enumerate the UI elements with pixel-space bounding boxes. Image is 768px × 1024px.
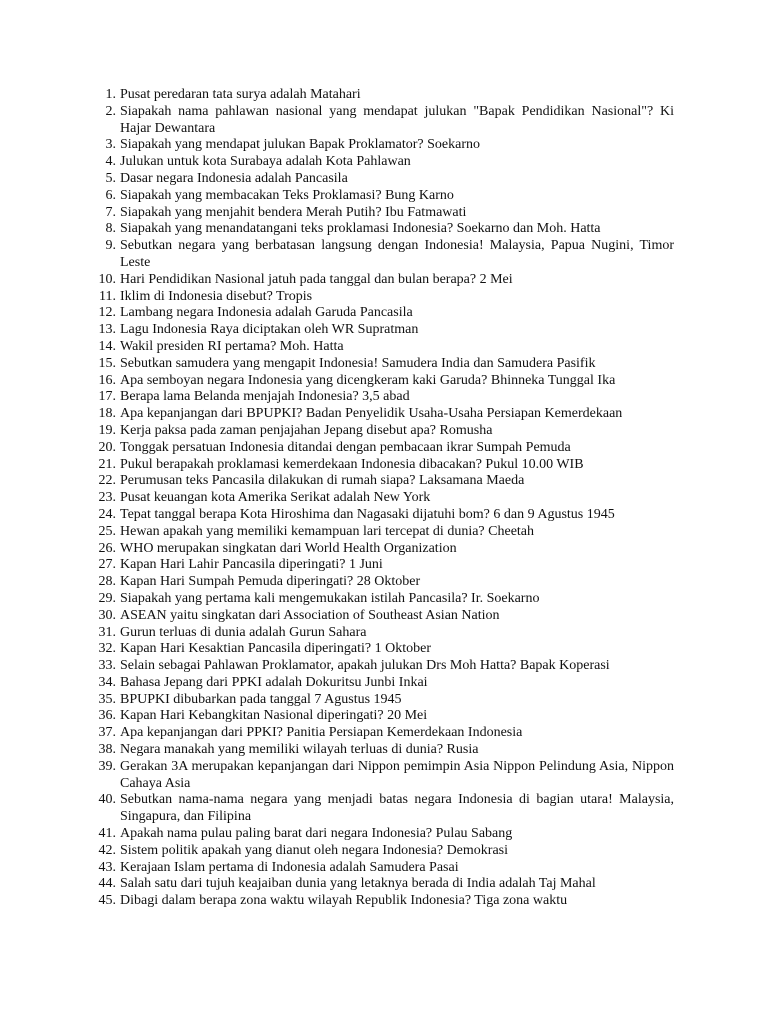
list-item	[84, 154, 674, 171]
list-item-number: 18.	[98, 406, 116, 422]
list-item-number: 43.	[98, 859, 116, 875]
list-item	[84, 87, 674, 104]
list-item-text: Dibagi dalam berapa zona waktu wilayah Republik Indonesia? Tiga zona waktu	[120, 893, 568, 909]
list-item-text: Sebutkan nama-nama negara yang menjadi batas negara Indonesia di bagian utara! Malaysia, Singapura, dan Filipina	[120, 792, 674, 825]
list-item-number: 33.	[98, 658, 116, 674]
list-item-number: 38.	[98, 742, 116, 758]
list-item-number: 15.	[98, 355, 116, 371]
list-item-number: 45.	[98, 893, 116, 909]
list-item-number: 4.	[105, 154, 116, 170]
list-item	[84, 238, 674, 272]
list-item	[84, 389, 674, 406]
list-item-text: Pusat keuangan kota Amerika Serikat adalah New York	[120, 490, 431, 506]
list-item-number: 5.	[105, 170, 116, 186]
list-item	[84, 742, 674, 759]
list-item-number: 44.	[98, 876, 116, 892]
list-item-number: 24.	[98, 506, 116, 522]
list-item-number: 39.	[98, 758, 116, 774]
list-item-text: Kapan Hari Kebangkitan Nasional diperingati? 20 Mei	[120, 708, 428, 724]
list-item-text: Siapakah nama pahlawan nasional yang mendapat julukan "Bapak Pendidikan Nasional"? Ki Hajar Dewantara	[120, 103, 674, 136]
list-item	[84, 759, 674, 793]
list-item-text: Dasar negara Indonesia adalah Pancasila	[120, 170, 348, 186]
list-item-text: Sistem politik apakah yang dianut oleh negara Indonesia? Demokrasi	[120, 842, 509, 858]
list-item-text: Negara manakah yang memiliki wilayah terluas di dunia? Rusia	[120, 742, 479, 758]
list-item-number: 8.	[105, 221, 116, 237]
list-item-text: Iklim di Indonesia disebut? Tropis	[120, 288, 313, 304]
list-item-number: 31.	[98, 624, 116, 640]
list-item-text: Lambang negara Indonesia adalah Garuda Pancasila	[120, 305, 413, 321]
list-item-number: 41.	[98, 826, 116, 842]
list-item	[84, 221, 674, 238]
list-item	[84, 272, 674, 289]
list-item-number: 3.	[105, 137, 116, 153]
list-item-number: 32.	[98, 641, 116, 657]
list-item-text: Kapan Hari Kesaktian Pancasila diperingati? 1 Oktober	[120, 641, 432, 657]
list-item-text: Sebutkan samudera yang mengapit Indonesia! Samudera India dan Samudera Pasifik	[120, 355, 596, 371]
list-item-text: Hari Pendidikan Nasional jatuh pada tanggal dan bulan berapa? 2 Mei	[120, 271, 513, 287]
list-item	[84, 104, 674, 138]
list-item-text: Kerja paksa pada zaman penjajahan Jepang disebut apa? Romusha	[120, 422, 493, 438]
list-item	[84, 524, 674, 541]
list-item-number: 10.	[98, 271, 116, 287]
list-item-number: 17.	[98, 389, 116, 405]
list-item	[84, 708, 674, 725]
list-item-text: Tonggak persatuan Indonesia ditandai dengan pembacaan ikrar Sumpah Pemuda	[120, 439, 571, 455]
list-item-number: 19.	[98, 422, 116, 438]
list-item	[84, 574, 674, 591]
list-item-number: 30.	[98, 607, 116, 623]
list-item	[84, 541, 674, 558]
list-item-text: Apakah nama pulau paling barat dari negara Indonesia? Pulau Sabang	[120, 826, 513, 842]
list-item	[84, 406, 674, 423]
list-item-number: 35.	[98, 691, 116, 707]
list-item-number: 22.	[98, 473, 116, 489]
list-item	[84, 137, 674, 154]
list-item-text: Sebutkan negara yang berbatasan langsung dengan Indonesia! Malaysia, Papua Nugini, Timor Leste	[120, 238, 674, 270]
list-item-text: Lagu Indonesia Raya diciptakan oleh WR Supratman	[120, 322, 419, 338]
list-item-text: Siapakah yang membacakan Teks Proklamasi? Bung Karno	[120, 187, 454, 203]
list-item-text: Gurun terluas di dunia adalah Gurun Sahara	[120, 624, 367, 640]
list-item-text: WHO merupakan singkatan dari World Health Organization	[120, 540, 457, 556]
list-item	[84, 490, 674, 507]
list-item	[84, 641, 674, 658]
list-item-text: Kerajaan Islam pertama di Indonesia adalah Samudera Pasai	[120, 859, 459, 875]
list-item-number: 34.	[98, 674, 116, 690]
list-item-text: Tepat tanggal berapa Kota Hiroshima dan Nagasaki dijatuhi bom? 6 dan 9 Agustus 1945	[120, 506, 615, 522]
list-item-text: Perumusan teks Pancasila dilakukan di rumah siapa? Laksamana Maeda	[120, 473, 525, 489]
list-item	[84, 305, 674, 322]
list-item-number: 6.	[105, 187, 116, 203]
list-item	[84, 423, 674, 440]
question-answer-list	[84, 87, 674, 910]
list-item	[84, 339, 674, 356]
list-item	[84, 507, 674, 524]
list-item	[84, 876, 674, 893]
list-item	[84, 289, 674, 306]
list-item	[84, 658, 674, 675]
list-item-number: 16.	[98, 372, 116, 388]
list-item	[84, 171, 674, 188]
list-item-number: 1.	[105, 87, 116, 102]
list-item	[84, 843, 674, 860]
list-item-number: 27.	[98, 557, 116, 573]
list-item-text: Berapa lama Belanda menjajah Indonesia? 3,5 abad	[120, 389, 410, 405]
list-item-number: 2.	[105, 103, 116, 119]
list-item	[84, 893, 674, 910]
list-item-text: Hewan apakah yang memiliki kemampuan lari tercepat di dunia? Cheetah	[120, 523, 535, 539]
list-item-text: Siapakah yang menjahit bendera Merah Putih? Ibu Fatmawati	[120, 204, 467, 220]
list-item	[84, 205, 674, 222]
list-item	[84, 826, 674, 843]
list-item-number: 12.	[98, 305, 116, 321]
list-item	[84, 608, 674, 625]
list-item	[84, 322, 674, 339]
list-item	[84, 473, 674, 490]
list-item-text: Pusat peredaran tata surya adalah Matahari	[120, 87, 361, 102]
list-item-number: 28.	[98, 574, 116, 590]
list-item	[84, 725, 674, 742]
list-item-number: 37.	[98, 725, 116, 741]
list-item	[84, 373, 674, 390]
list-item-text: Bahasa Jepang dari PPKI adalah Dokuritsu Junbi Inkai	[120, 674, 428, 690]
list-item-text: Apa kepanjangan dari PPKI? Panitia Persiapan Kemerdekaan Indonesia	[120, 725, 523, 741]
list-item-number: 7.	[105, 204, 116, 220]
list-item	[84, 356, 674, 373]
list-item-text: Salah satu dari tujuh keajaiban dunia yang letaknya berada di India adalah Taj Mahal	[120, 876, 596, 892]
list-item	[84, 692, 674, 709]
list-item	[84, 860, 674, 877]
list-item	[84, 792, 674, 826]
list-item-number: 9.	[105, 238, 116, 254]
list-item-number: 14.	[98, 338, 116, 354]
list-item-number: 21.	[98, 456, 116, 472]
list-item-number: 20.	[98, 439, 116, 455]
list-item	[84, 591, 674, 608]
list-item	[84, 557, 674, 574]
list-item-number: 42.	[98, 842, 116, 858]
list-item-number: 40.	[98, 792, 116, 808]
list-item-text: Siapakah yang mendapat julukan Bapak Proklamator? Soekarno	[120, 137, 481, 153]
list-item	[84, 457, 674, 474]
list-item-text: Siapakah yang menandatangani teks proklamasi Indonesia? Soekarno dan Moh. Hatta	[120, 221, 601, 237]
list-item-text: Wakil presiden RI pertama? Moh. Hatta	[120, 338, 344, 354]
list-item-text: ASEAN yaitu singkatan dari Association of Southeast Asian Nation	[120, 607, 500, 623]
list-item	[84, 675, 674, 692]
list-item-number: 36.	[98, 708, 116, 724]
list-item-text: Kapan Hari Sumpah Pemuda diperingati? 28 Oktober	[120, 574, 421, 590]
list-item-text: Julukan untuk kota Surabaya adalah Kota Pahlawan	[120, 154, 411, 170]
list-item-number: 13.	[98, 322, 116, 338]
list-item-number: 23.	[98, 490, 116, 506]
list-item-number: 29.	[98, 590, 116, 606]
list-item-number: 25.	[98, 523, 116, 539]
list-item-text: Gerakan 3A merupakan kepanjangan dari Nippon pemimpin Asia Nippon Pelindung Asia, Nippon Cahaya Asia	[120, 758, 674, 791]
list-item-text: Pukul berapakah proklamasi kemerdekaan Indonesia dibacakan? Pukul 10.00 WIB	[120, 456, 584, 472]
list-item-number: 11.	[99, 288, 116, 304]
list-item-text: Siapakah yang pertama kali mengemukakan istilah Pancasila? Ir. Soekarno	[120, 590, 540, 606]
list-item-text: BPUPKI dibubarkan pada tanggal 7 Agustus 1945	[120, 691, 402, 707]
list-item-text: Apa kepanjangan dari BPUPKI? Badan Penyelidik Usaha-Usaha Persiapan Kemerdekaan	[120, 406, 623, 422]
list-item	[84, 188, 674, 205]
list-item-text: Selain sebagai Pahlawan Proklamator, apakah julukan Drs Moh Hatta? Bapak Koperasi	[120, 658, 610, 674]
list-item	[84, 440, 674, 457]
list-item	[84, 625, 674, 642]
list-item-number: 26.	[98, 540, 116, 556]
list-item-text: Apa semboyan negara Indonesia yang dicengkeram kaki Garuda? Bhinneka Tunggal Ika	[120, 372, 616, 388]
list-item-text: Kapan Hari Lahir Pancasila diperingati? 1 Juni	[120, 557, 383, 573]
